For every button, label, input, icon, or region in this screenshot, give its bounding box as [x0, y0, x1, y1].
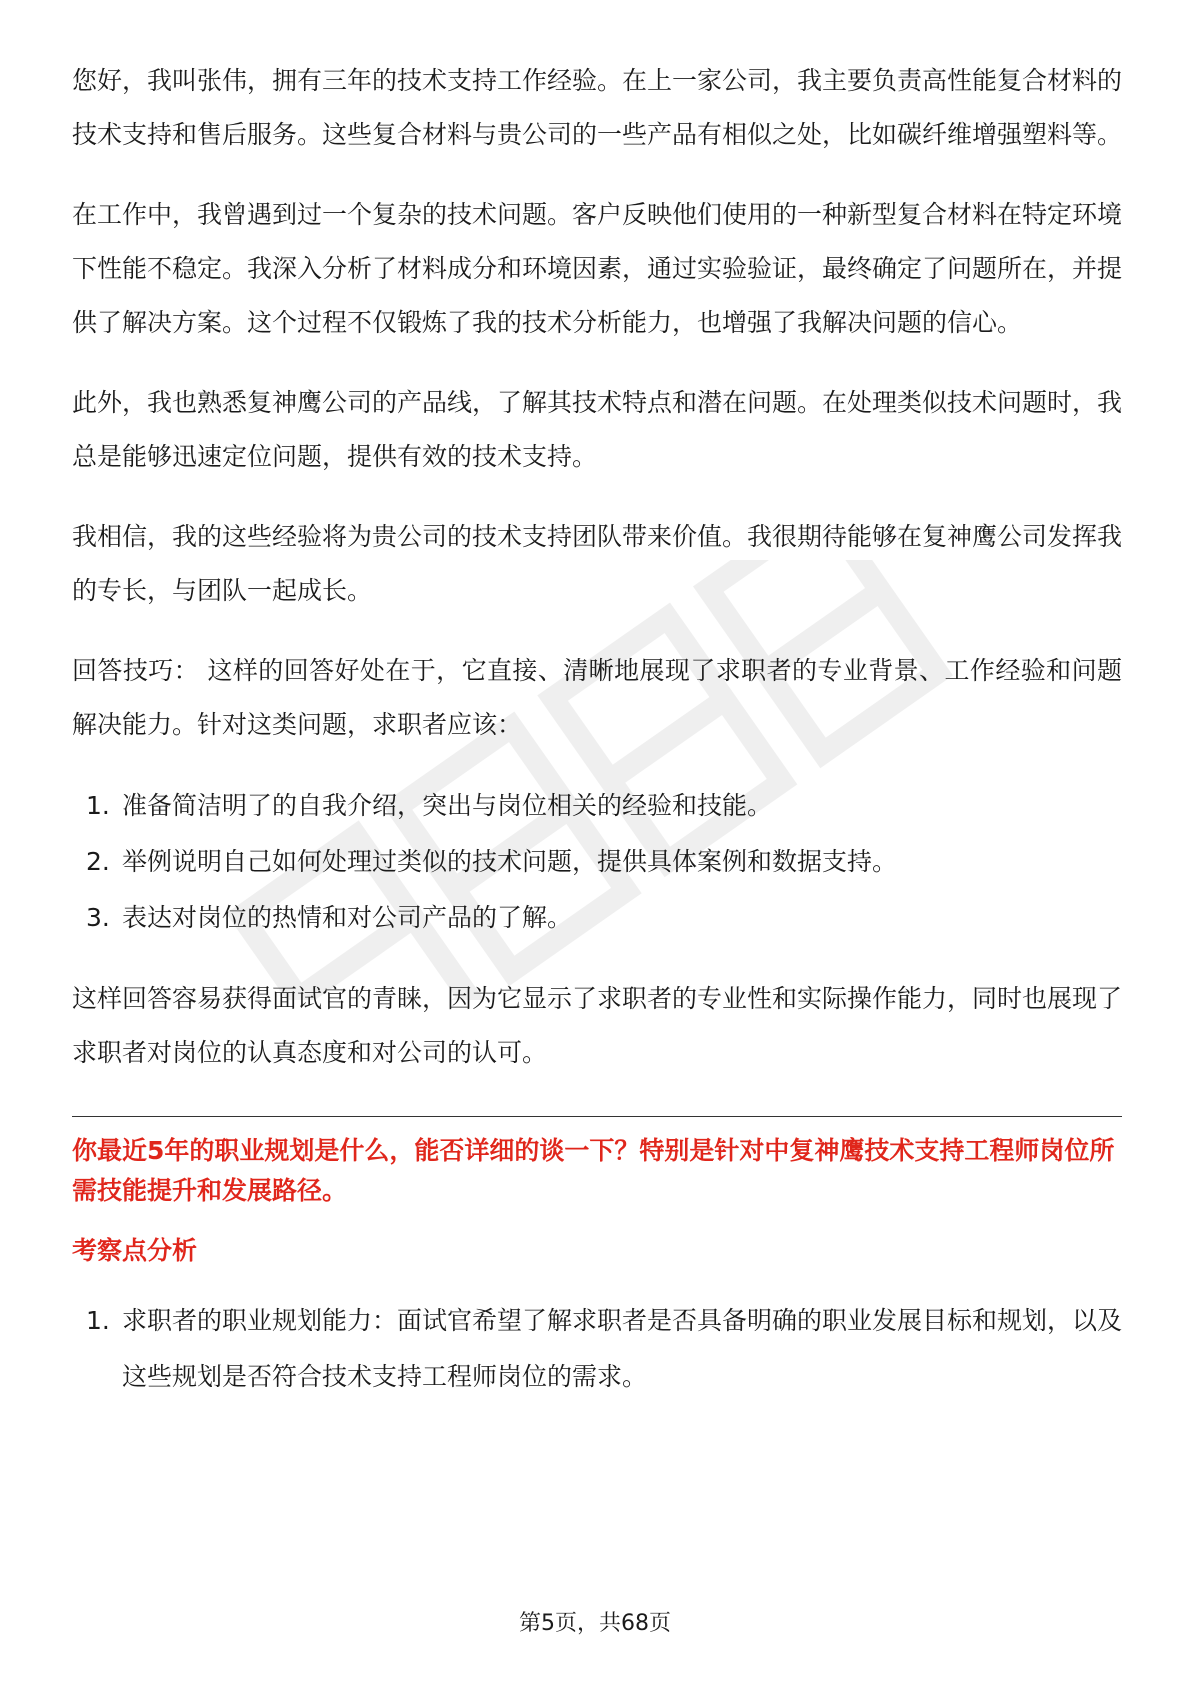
paragraph-familiarity: 此外，我也熟悉复神鹰公司的产品线，了解其技术特点和潜在问题。在处理类似技术问题时，我总是能够迅速定位问题，提供有效的技术支持。	[72, 388, 1123, 471]
list-item-number: 1.	[86, 1306, 110, 1335]
list-item	[72, 834, 1122, 890]
list-item-number: 2.	[86, 847, 110, 876]
list-item-number: 3.	[86, 903, 110, 932]
list-item	[72, 778, 1122, 834]
list-item-text: 表达对岗位的热情和对公司产品的了解。	[122, 903, 573, 932]
analysis-list	[72, 1293, 1122, 1405]
analysis-heading: 考察点分析	[72, 1236, 198, 1265]
list-item-number: 1.	[86, 791, 110, 820]
paragraph-answer-tips: 回答技巧： 这样的回答好处在于，它直接、清晰地展现了求职者的专业背景、工作经验和问题解决能力。针对这类问题，求职者应该：	[72, 656, 1122, 739]
paragraph-intro: 您好，我叫张伟，拥有三年的技术支持工作经验。在上一家公司，我主要负责高性能复合材料的技术支持和售后服务。这些复合材料与贵公司的一些产品有相似之处，比如碳纤维增强塑料等。	[72, 66, 1123, 149]
list-item	[72, 890, 1122, 946]
list-item-text: 准备简洁明了的自我介绍，突出与岗位相关的经验和技能。	[122, 791, 773, 820]
paragraph-belief: 我相信，我的这些经验将为贵公司的技术支持团队带来价值。我很期待能够在复神鹰公司发挥我的专长，与团队一起成长。	[72, 522, 1123, 605]
page-footer: 第5页，共68页	[519, 1611, 671, 1636]
list-item	[72, 1293, 1122, 1405]
section-divider	[72, 1116, 1122, 1117]
list-item-text: 求职者的职业规划能力：面试官希望了解求职者是否具备明确的职业发展目标和规划，以及这些规划是否符合技术支持工程师岗位的需求。	[122, 1306, 1123, 1391]
list-item-text: 举例说明自己如何处理过类似的技术问题，提供具体案例和数据支持。	[122, 847, 898, 876]
interview-question: 你最近5年的职业规划是什么，能否详细的谈一下？特别是针对中复神鹰技术支持工程师岗位所需技能提升和发展路径。	[72, 1136, 1115, 1205]
tips-list	[72, 778, 1122, 946]
paragraph-closing: 这样回答容易获得面试官的青睐，因为它显示了求职者的专业性和实际操作能力，同时也展现了求职者对岗位的认真态度和对公司的认可。	[72, 984, 1123, 1067]
document-body	[72, 54, 1122, 1431]
paragraph-experience: 在工作中，我曾遇到过一个复杂的技术问题。客户反映他们使用的一种新型复合材料在特定环境下性能不稳定。我深入分析了材料成分和环境因素，通过实验验证，最终确定了问题所在，并提供了解决方案。这个过程不仅锻炼了我的技术分析能力，也增强了我解决问题的信心。	[72, 200, 1123, 337]
